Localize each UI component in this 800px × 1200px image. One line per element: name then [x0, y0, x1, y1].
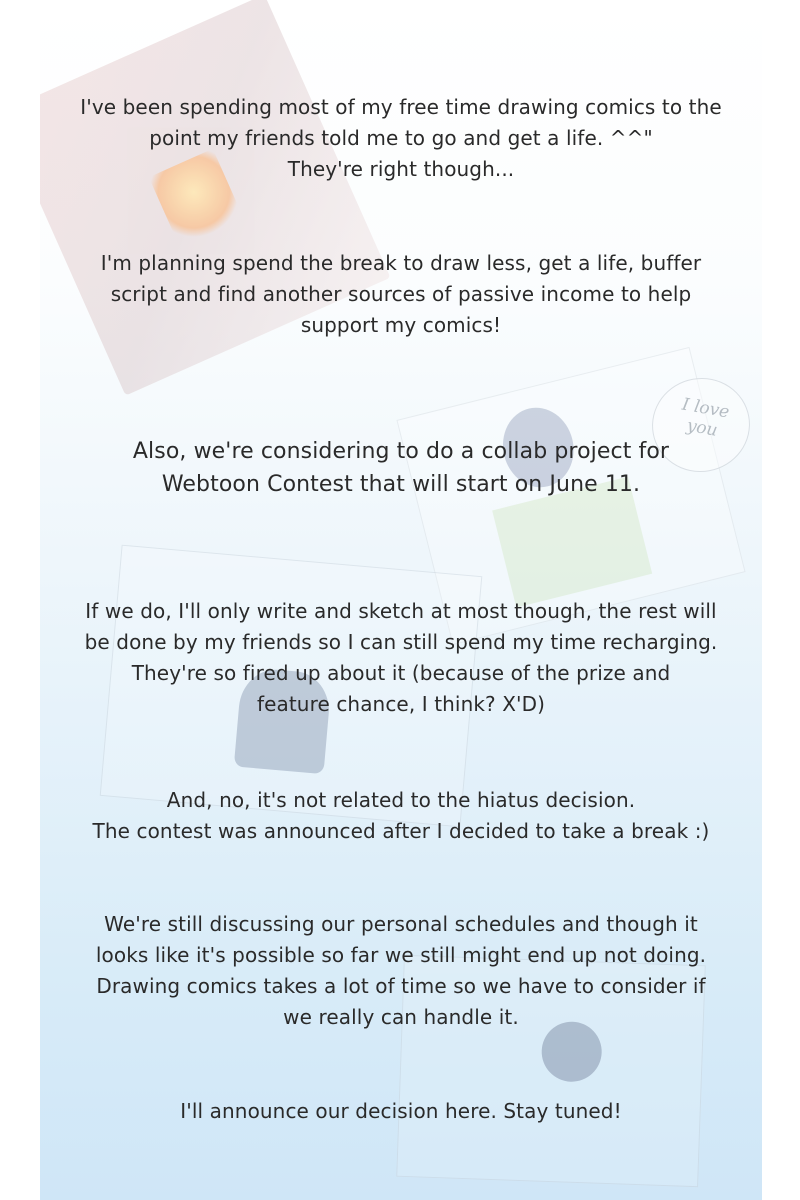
text-line: If we do, I'll only write and sketch at most though, the rest will	[85, 599, 717, 623]
paragraph-free-time	[40, 92, 762, 185]
text-line: The contest was announced after I decided to take a break :)	[92, 819, 710, 843]
paragraph-break-plan	[40, 248, 762, 341]
paragraph-collab	[40, 435, 762, 501]
text-line: we really can handle it.	[283, 1005, 519, 1029]
paragraph-stay-tuned	[40, 1096, 762, 1127]
text-line: Drawing comics takes a lot of time so we have to consider if	[96, 974, 706, 998]
text-line: I've been spending most of my free time drawing comics to the	[80, 95, 722, 119]
text-line: be done by my friends so I can still spend my time recharging.	[84, 630, 718, 654]
text-line: Also, we're considering to do a collab project for	[132, 439, 670, 464]
text-line: They're right though...	[287, 157, 515, 181]
text-line: Webtoon Contest that will start on June 11.	[161, 472, 641, 497]
text-line: support my comics!	[300, 313, 502, 337]
paragraph-roles	[40, 596, 762, 720]
text-line: point my friends told me to go and get a life. ^^"	[149, 126, 653, 150]
text-line: script and find another sources of passive income to help	[110, 282, 692, 306]
text-line: feature chance, I think? X'D)	[256, 692, 546, 716]
speech-bubble-text: I love you	[680, 394, 731, 441]
text-line: They're so fired up about it (because of the prize and	[131, 661, 671, 685]
text-line: I'll announce our decision here. Stay tuned!	[180, 1099, 622, 1123]
paragraph-schedules	[40, 909, 762, 1033]
text-line: I'm planning spend the break to draw less, get a life, buffer	[100, 251, 702, 275]
text-line: looks like it's possible so far we still might end up not doing.	[95, 943, 707, 967]
text-line: We're still discussing our personal schedules and though it	[104, 912, 698, 936]
text-line: And, no, it's not related to the hiatus decision.	[166, 788, 636, 812]
paragraph-hiatus	[40, 785, 762, 847]
